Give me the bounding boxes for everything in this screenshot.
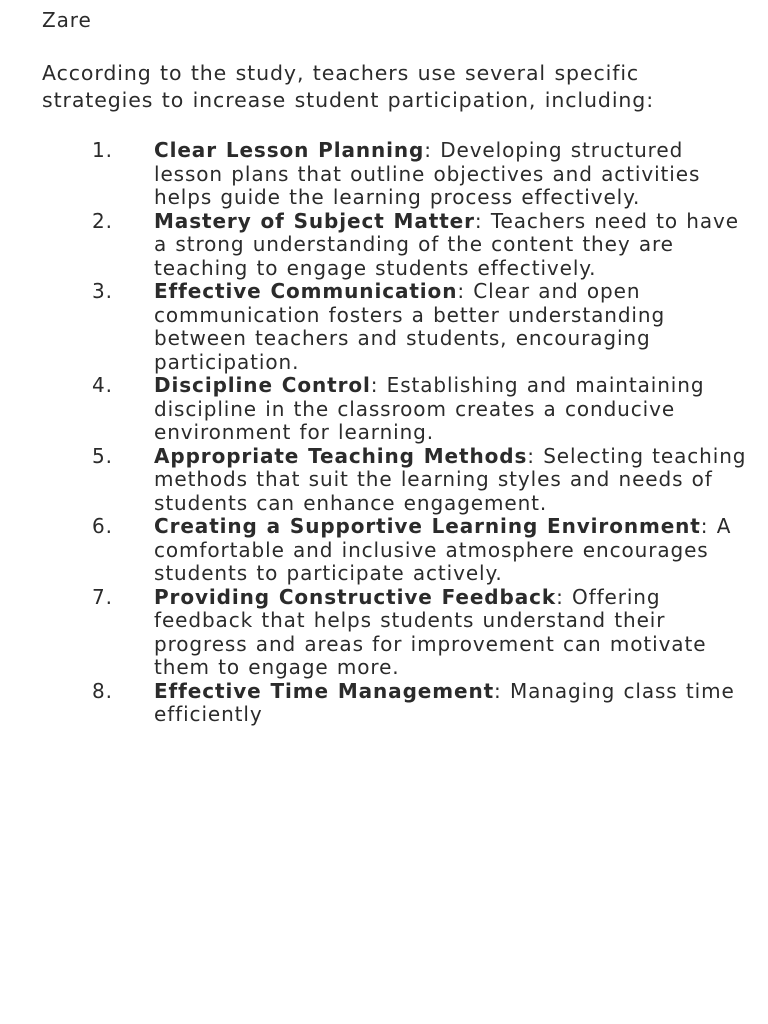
item-description: Selecting teaching methods that suit the learning styles and needs of students can enhance engagement. bbox=[154, 443, 747, 515]
item-number: 6. bbox=[92, 514, 113, 538]
item-description: A comfortable and inclusive atmosphere encourages students to participate actively. bbox=[154, 514, 732, 585]
item-term: Discipline Control bbox=[154, 373, 371, 397]
list-item-7 bbox=[0, 586, 768, 680]
item-term: Clear Lesson Planning bbox=[154, 138, 425, 162]
item-separator: : bbox=[474, 208, 483, 233]
item-number: 5. bbox=[92, 443, 113, 468]
item-description: Managing class time efficiently bbox=[154, 678, 735, 726]
item-number: 3. bbox=[92, 279, 113, 303]
item-term: Effective Communication bbox=[154, 279, 458, 303]
list-item-8 bbox=[0, 680, 768, 727]
list-item-6 bbox=[0, 515, 768, 586]
list-item-4 bbox=[0, 374, 768, 445]
item-description: Establishing and maintaining discipline in the classroom creates a conducive environment for learning. bbox=[154, 373, 705, 444]
item-term: Providing Constructive Feedback bbox=[154, 584, 557, 609]
list-item-2 bbox=[0, 210, 768, 281]
item-separator: : bbox=[556, 584, 564, 609]
item-term: Creating a Supportive Learning Environment bbox=[154, 514, 701, 538]
item-number: 4. bbox=[92, 373, 113, 397]
list-item-1 bbox=[0, 139, 768, 210]
item-separator: : bbox=[370, 373, 379, 397]
author-name: Zare bbox=[42, 8, 92, 32]
list-item-5 bbox=[0, 445, 768, 516]
item-description: Clear and open communication fosters a better understanding between teachers and students, encouraging participation. bbox=[154, 279, 666, 374]
item-separator: : bbox=[494, 678, 502, 703]
strategy-list bbox=[0, 139, 768, 727]
item-separator: : bbox=[527, 443, 535, 468]
list-item-3 bbox=[0, 280, 768, 374]
item-number: 1. bbox=[92, 138, 113, 162]
item-separator: : bbox=[424, 138, 432, 162]
item-separator: : bbox=[457, 279, 465, 303]
item-term: Appropriate Teaching Methods bbox=[154, 443, 528, 468]
item-description: Teachers need to have a strong understanding of the content they are teaching to engage students effectively. bbox=[154, 208, 739, 280]
item-number: 7. bbox=[92, 584, 113, 609]
item-term: Effective Time Management bbox=[154, 678, 495, 703]
item-term: Mastery of Subject Matter bbox=[154, 208, 475, 233]
item-separator: : bbox=[700, 514, 709, 538]
item-number: 2. bbox=[92, 208, 113, 233]
item-description: Offering feedback that helps students understand their progress and areas for improvement can motivate them to engage more. bbox=[154, 584, 707, 679]
intro-paragraph: According to the study, teachers use several specific strategies to increase student participation, including: bbox=[42, 61, 655, 112]
item-description: Developing structured lesson plans that outline objectives and activities helps guide the learning process effectively. bbox=[154, 138, 701, 209]
item-number: 8. bbox=[92, 678, 113, 703]
